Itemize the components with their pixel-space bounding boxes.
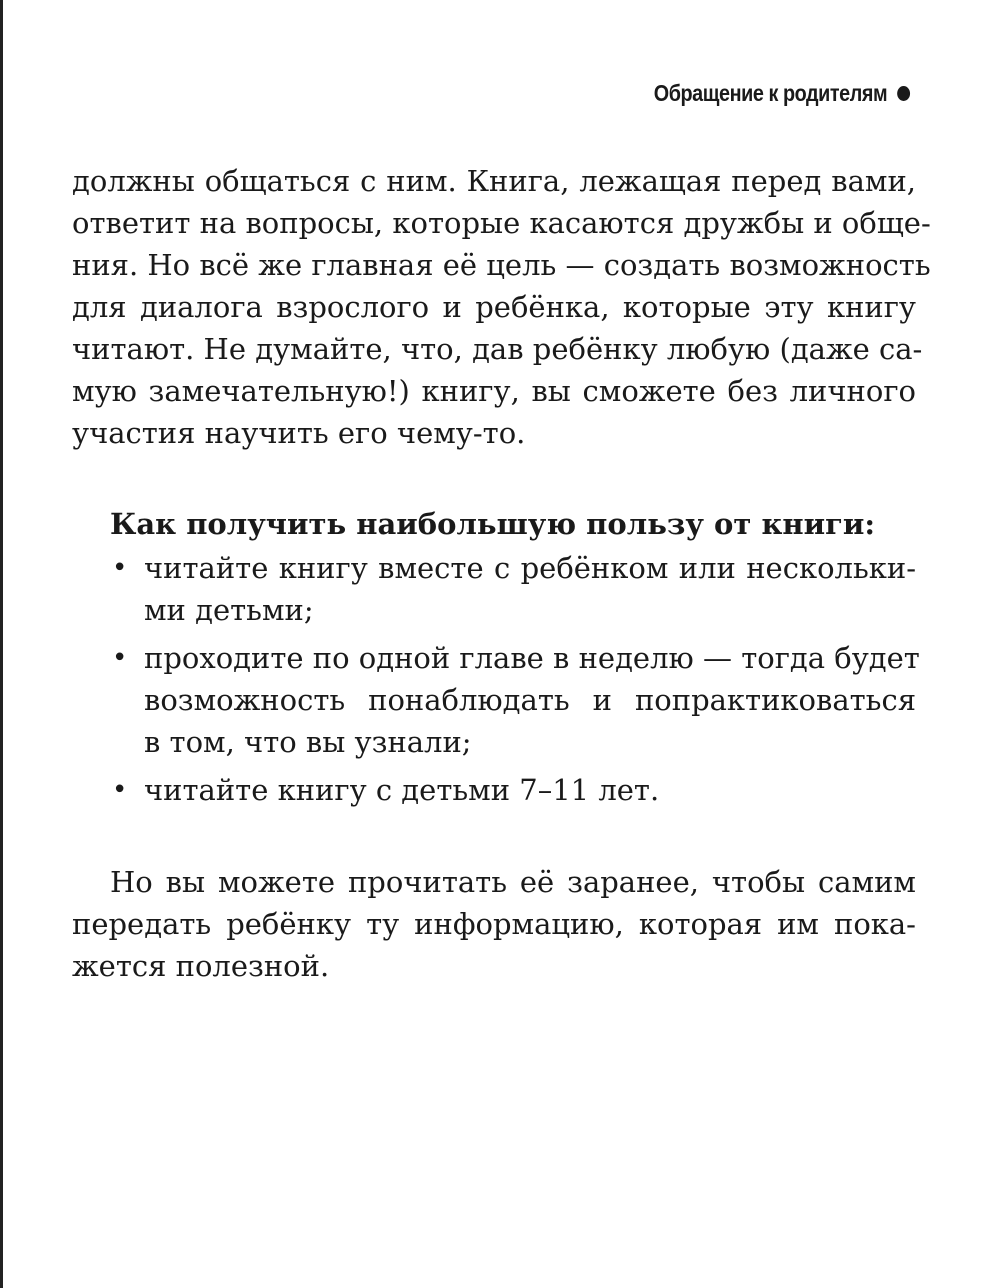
intro-line: должны общаться с ним. Книга, лежащая перед вами, <box>72 164 916 198</box>
tips-list <box>72 547 920 811</box>
tips-heading: Как получить наибольшую пользу от книги: <box>110 507 876 541</box>
closing-line: жется полезной. <box>72 949 330 983</box>
intro-paragraph <box>72 160 931 454</box>
closing-paragraph <box>72 861 916 987</box>
tip-line: возможность понаблюдать и попрактиковаться <box>144 683 916 717</box>
intro-line: ответит на вопросы, которые касаются дружбы и обще- <box>72 206 931 240</box>
intro-line: для диалога взрослого и ребёнка, которые эту книгу <box>72 290 916 324</box>
page-content <box>72 160 931 987</box>
bullet-icon: • <box>112 775 128 805</box>
intro-line: участия научить его чему-то. <box>72 416 526 450</box>
tip-line: проходите по одной главе в неделю — тогда будет <box>144 641 920 675</box>
tip-item <box>110 637 920 763</box>
bullet-icon: • <box>112 553 128 583</box>
intro-line: мую замечательную!) книгу, вы сможете без личного <box>72 374 916 408</box>
tip-item <box>110 769 916 811</box>
tip-line: в том, что вы узнали; <box>144 725 472 759</box>
closing-line: передать ребёнку ту информацию, которая им пока- <box>72 907 916 941</box>
running-header <box>653 80 910 107</box>
tip-item <box>110 547 916 631</box>
tip-line: ми детьми; <box>144 593 314 627</box>
bullet-icon: • <box>112 643 128 673</box>
intro-line: читают. Не думайте, что, дав ребёнку любую (даже са- <box>72 332 923 366</box>
header-bullet-dot <box>897 86 910 101</box>
running-header-title: Обращение к родителям <box>653 80 887 106</box>
intro-line: ния. Но всё же главная её цель — создать возможность <box>72 248 931 282</box>
page-edge <box>0 0 3 1288</box>
tip-line: читайте книгу вместе с ребёнком или нескольки- <box>144 551 916 585</box>
tip-line: читайте книгу с детьми 7–11 лет. <box>144 773 660 807</box>
closing-line: Но вы можете прочитать её заранее, чтобы самим <box>110 865 916 899</box>
